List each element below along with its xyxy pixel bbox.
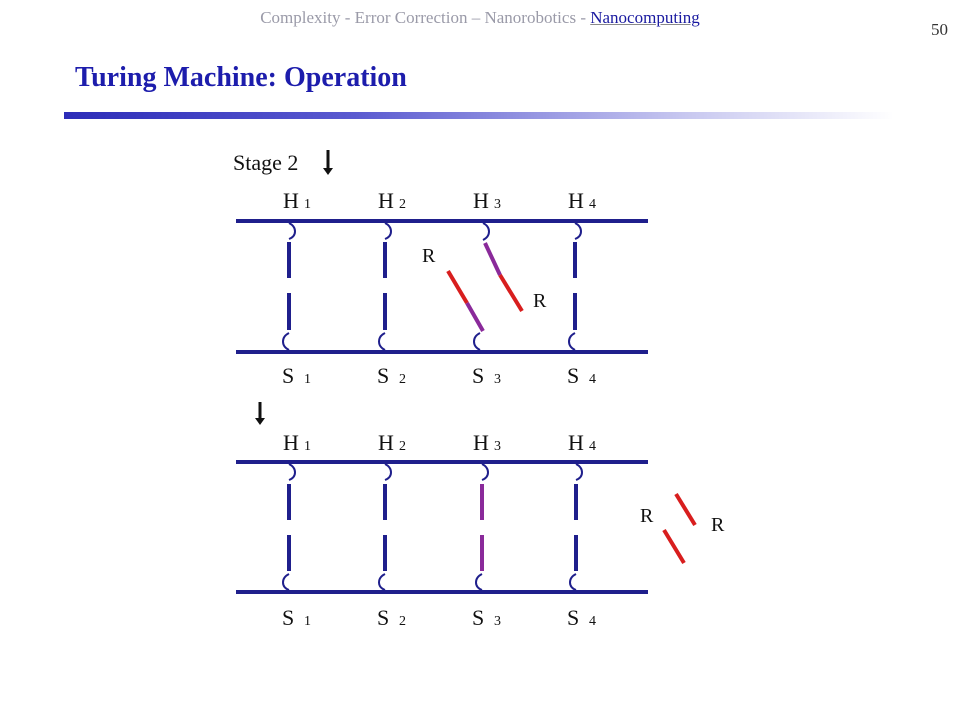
upper-h1-num: 1 xyxy=(304,197,311,212)
lower-s1-letter: S xyxy=(282,605,295,630)
lower-h2-num: 2 xyxy=(399,439,406,454)
lower-h4-letter: H xyxy=(568,430,584,455)
lower-h3-num: 3 xyxy=(494,439,501,454)
lower-s4-num: 4 xyxy=(589,614,596,629)
lower-h1-num: 1 xyxy=(304,439,311,454)
upper-rung-1 xyxy=(283,223,295,350)
down-arrow-icon xyxy=(323,150,333,175)
lower-h2-letter: H xyxy=(378,430,394,455)
lower-s3-letter: S xyxy=(472,605,485,630)
upper-h4-num: 4 xyxy=(589,197,596,212)
lower-s1-num: 1 xyxy=(304,614,311,629)
down-arrow-icon xyxy=(255,402,265,425)
upper-s1-num: 1 xyxy=(304,372,311,387)
upper-h2-letter: H xyxy=(378,188,394,213)
slide-title: Turing Machine: Operation xyxy=(75,62,407,93)
upper-s2-num: 2 xyxy=(399,372,406,387)
upper-h3-letter: H xyxy=(473,188,489,213)
lower-h3-letter: H xyxy=(473,430,489,455)
lower-rung-4 xyxy=(570,464,582,590)
upper-r-segments xyxy=(448,243,522,331)
lower-s2-num: 2 xyxy=(399,614,406,629)
lower-s3-num: 3 xyxy=(494,614,501,629)
upper-rung-4 xyxy=(569,223,581,350)
lower-rung-2 xyxy=(379,464,391,590)
upper-s1-letter: S xyxy=(282,363,295,388)
upper-s3-num: 3 xyxy=(494,372,501,387)
upper-r-label-2: R xyxy=(533,290,547,312)
lower-h1-letter: H xyxy=(283,430,299,455)
page-number: 50 xyxy=(931,20,948,39)
lower-r-label-2: R xyxy=(711,514,725,536)
upper-h2-num: 2 xyxy=(399,197,406,212)
lower-s4-letter: S xyxy=(567,605,580,630)
upper-s3-letter: S xyxy=(472,363,485,388)
lower-strand-diagram xyxy=(236,430,725,630)
lower-h4-num: 4 xyxy=(589,439,596,454)
upper-h3-num: 3 xyxy=(494,197,501,212)
lower-rung-3 xyxy=(476,464,488,590)
lower-s2-letter: S xyxy=(377,605,390,630)
upper-s2-letter: S xyxy=(377,363,390,388)
upper-h4-letter: H xyxy=(568,188,584,213)
upper-s4-letter: S xyxy=(567,363,580,388)
upper-strand-diagram xyxy=(236,188,648,388)
upper-h1-letter: H xyxy=(283,188,299,213)
upper-rung-2 xyxy=(379,223,391,350)
stage-label: Stage 2 xyxy=(233,150,299,175)
upper-s4-num: 4 xyxy=(589,372,596,387)
breadcrumb-current[interactable]: Nanocomputing xyxy=(590,8,700,27)
lower-released-r-segments xyxy=(664,494,695,563)
lower-rung-1 xyxy=(283,464,295,590)
breadcrumb-trail: Complexity - Error Correction – Nanorobotics - xyxy=(260,8,591,27)
upper-r-label-1: R xyxy=(422,245,436,267)
lower-r-label-1: R xyxy=(640,505,654,527)
